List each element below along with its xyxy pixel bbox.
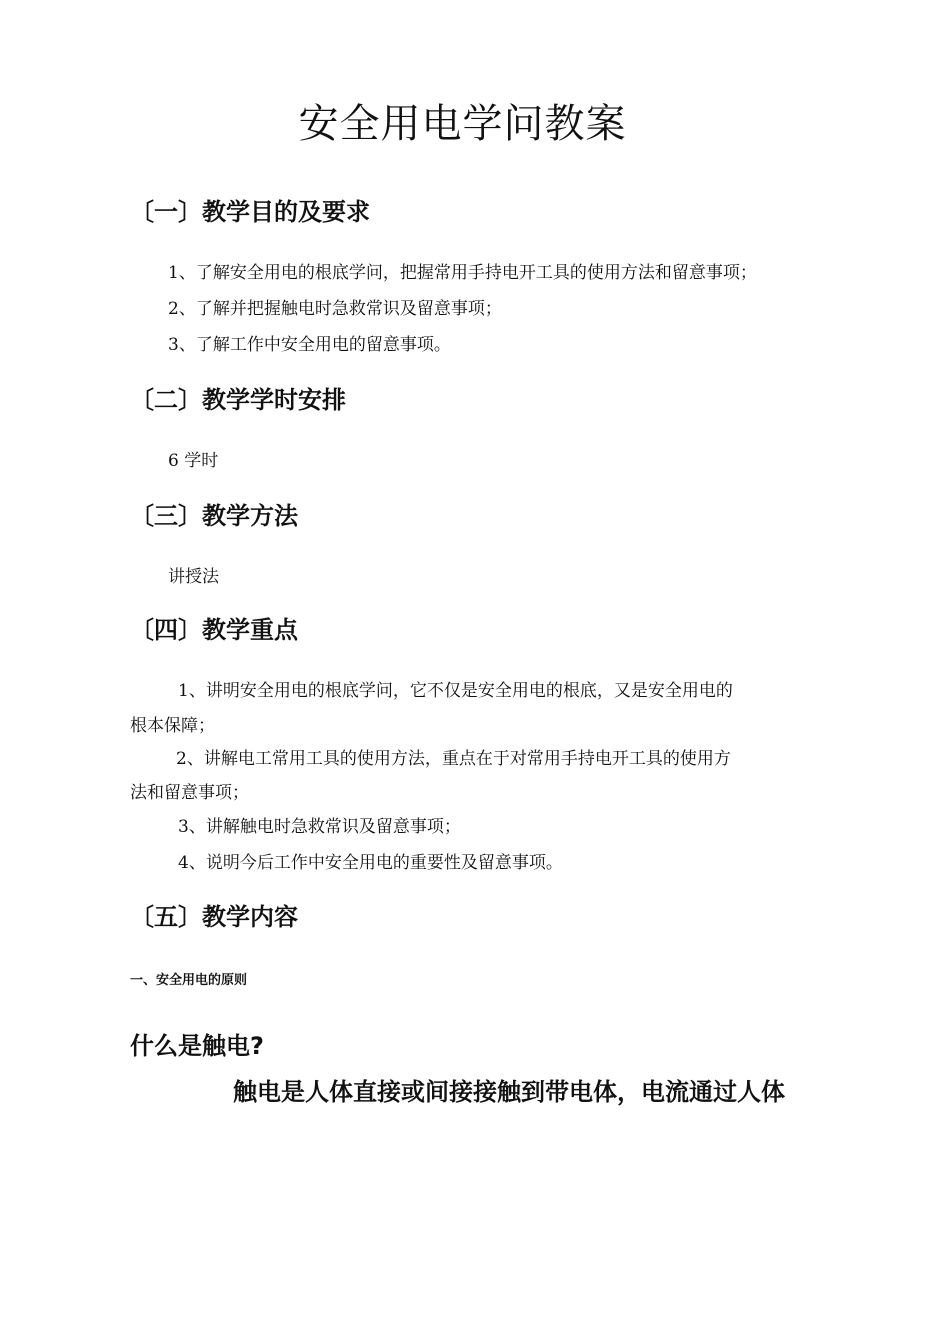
document-title: 安全用电学问教案 (298, 101, 627, 147)
answer-text: 触电是人体直接或间接接触到带电体，电流通过人体 (233, 1078, 785, 1106)
section-4-item-3: 3、讲解触电时急救常识及留意事项； (178, 817, 461, 837)
section-2-heading: 〔二〕教学学时安排 (130, 386, 346, 414)
section-4-heading: 〔四〕教学重点 (130, 616, 298, 644)
section-3-item-1: 讲授法 (168, 567, 219, 587)
section-5-heading: 〔五〕教学内容 (130, 903, 298, 931)
section-1-item-3: 3、了解工作中安全用电的留意事项。 (168, 335, 451, 355)
section-4-item-2-cont: 法和留意事项； (130, 783, 249, 803)
section-1-item-2: 2、了解并把握触电时急救常识及留意事项； (168, 299, 502, 319)
section-4-item-1-cont: 根本保障； (130, 716, 215, 736)
section-4-item-2: 2、讲解电工常用工具的使用方法，重点在于对常用手持电开工具的使用方 (176, 749, 731, 769)
section-1-heading: 〔一〕教学目的及要求 (130, 198, 370, 226)
section-4-item-4: 4、说明今后工作中安全用电的重要性及留意事项。 (178, 853, 563, 873)
section-4-item-1: 1、讲明安全用电的根底学问，它不仅是安全用电的根底，又是安全用电的 (178, 681, 733, 701)
content-subheading: 一、安全用电的原则 (130, 973, 248, 988)
question-heading: 什么是触电? (130, 1032, 264, 1060)
section-1-item-1: 1、了解安全用电的根底学问，把握常用手持电开工具的使用方法和留意事项； (168, 263, 757, 283)
section-3-heading: 〔三〕教学方法 (130, 502, 298, 530)
section-2-item-1: 6 学时 (168, 451, 219, 471)
